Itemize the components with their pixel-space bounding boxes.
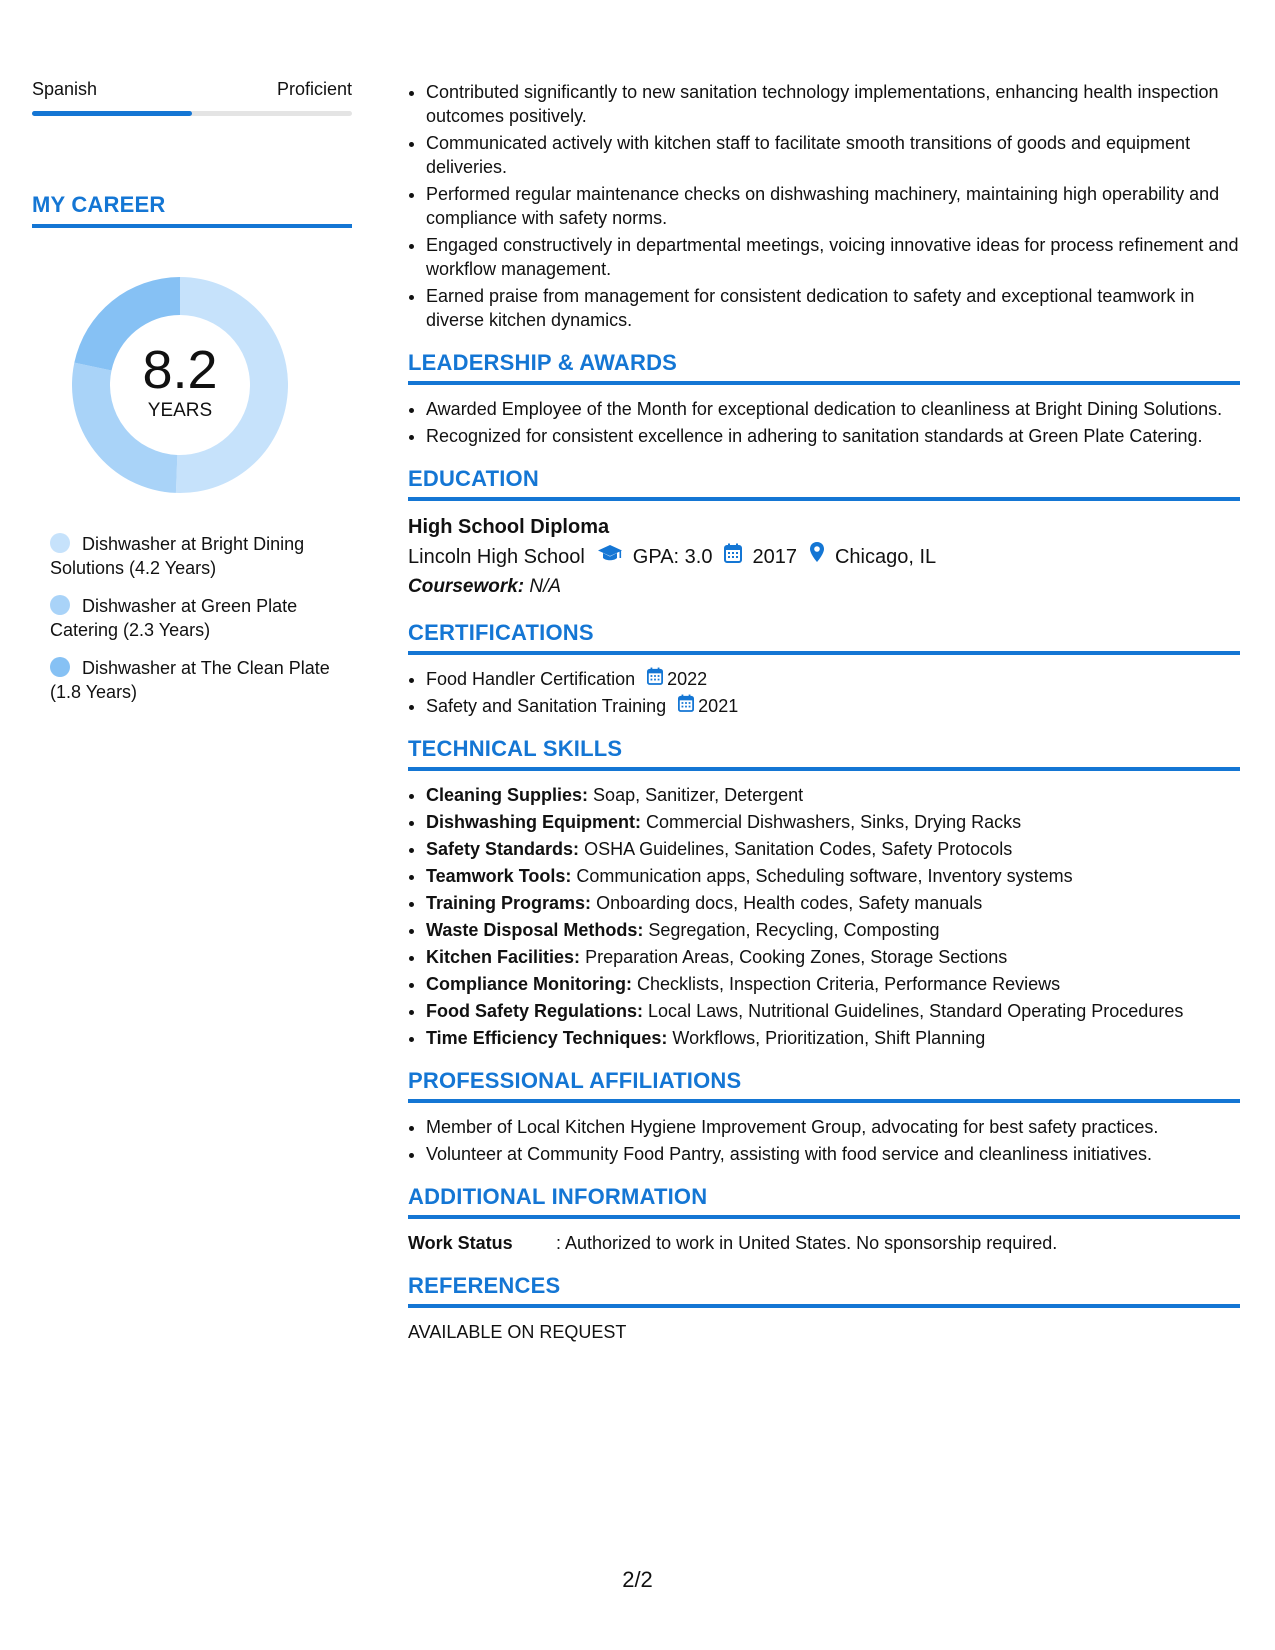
certification-year: 2021 [698,696,739,716]
affiliations-heading: PROFESSIONAL AFFILIATIONS [408,1068,1240,1103]
skill-label: Dishwashing Equipment: [426,812,642,832]
legend-item [50,594,330,642]
coursework-value: N/A [529,576,562,597]
skill-value: Onboarding docs, Health codes, Safety manuals [596,893,983,913]
graduation-year: 2017 [752,545,797,568]
experience-bullet: • Earned praise from management for consistent dedication to safety and exceptional teamwork in diverse kitchen dynamics. [426,284,1240,332]
career-heading: MY CAREER [32,192,352,228]
legend-label: Dishwasher at Bright Dining Solutions (4.2 Years) [50,534,305,578]
skill-value: Local Laws, Nutritional Guidelines, Standard Operating Procedures [648,1001,1184,1021]
skill-value: Communication apps, Scheduling software, Inventory systems [576,866,1073,886]
experience-bullet: • Contributed significantly to new sanitation technology implementations, enhancing health inspection outcomes positively. [426,80,1240,128]
skill-item [426,972,1240,996]
skills-heading: TECHNICAL SKILLS [408,736,1240,771]
language-level-bar-fill [32,111,192,116]
certification-item [426,694,1240,718]
legend-item [50,532,330,580]
skill-label: Safety Standards: [426,839,580,859]
skill-item [426,999,1240,1023]
total-years-unit: YEARS [147,400,213,421]
legend-swatch [50,533,70,553]
leadership-heading: LEADERSHIP & AWARDS [408,350,1240,385]
map-pin-icon [809,541,825,572]
skills-list [408,783,1240,1050]
certification-row [426,667,1240,691]
certification-row [426,694,1240,718]
school-location: Chicago, IL [834,545,937,568]
certification-item [426,667,1240,691]
legend-label: Dishwasher at The Clean Plate (1.8 Years) [50,658,330,702]
work-status-value: : Authorized to work in United States. No sponsorship required. [556,1233,1058,1253]
skill-value: Segregation, Recycling, Composting [648,920,940,940]
skill-item [426,945,1240,969]
degree-title: High School Diploma [408,516,610,538]
skill-value: Workflows, Prioritization, Shift Planning [672,1028,986,1048]
references-text: AVAILABLE ON REQUEST [408,1322,627,1342]
work-status-row [408,1231,1240,1255]
experience-bullet: • Performed regular maintenance checks on dishwashing machinery, maintaining high operability and compliance with safety norms. [426,182,1240,230]
legend-swatch [50,595,70,615]
language-level: Proficient [276,79,352,99]
references-heading: REFERENCES [408,1273,1240,1308]
language-name: Spanish [32,79,98,99]
skill-item [426,810,1240,834]
skill-value: Checklists, Inspection Criteria, Performance Reviews [637,974,1061,994]
legend-label: Dishwasher at Green Plate Catering (2.3 Years) [50,596,298,640]
coursework [408,572,1240,602]
affiliation-item: • Volunteer at Community Food Pantry, assisting with food service and cleanliness initiatives. [426,1142,1240,1166]
skill-item [426,837,1240,861]
experience-bullet: • Communicated actively with kitchen staff to facilitate smooth transitions of goods and equipment deliveries. [426,131,1240,179]
calendar-icon [647,667,663,691]
skill-label: Teamwork Tools: [426,866,572,886]
award-item: • Recognized for consistent excellence in adhering to sanitation standards at Green Plate Catering. [426,424,1240,448]
career-legend [32,532,352,704]
skill-item [426,1026,1240,1050]
leadership-list [408,397,1240,448]
affiliation-item: • Member of Local Kitchen Hygiene Improvement Group, advocating for best safety practices. [426,1115,1240,1139]
coursework-label: Coursework: [408,576,525,597]
total-years-value: 8.2 [142,340,218,400]
certification-year: 2022 [667,669,708,689]
calendar-icon [678,694,694,718]
left-column [32,78,352,718]
certification-name: • Food Handler Certification [426,669,636,689]
skill-label: Training Programs: [426,893,592,913]
skill-label: Compliance Monitoring: [426,974,632,994]
education-heading: EDUCATION [408,466,1240,501]
skill-label: Waste Disposal Methods: [426,920,644,940]
certification-name: • Safety and Sanitation Training [426,696,667,716]
graduation-cap-icon [597,542,623,572]
skill-label: Cleaning Supplies: [426,785,589,805]
legend-item [50,656,330,704]
legend-swatch [50,657,70,677]
right-column [408,80,1240,1344]
skill-item [426,918,1240,942]
skill-label: Time Efficiency Techniques: [426,1028,668,1048]
education-details [408,541,1240,572]
certifications-heading: CERTIFICATIONS [408,620,1240,655]
page-number: 2/2 [622,1567,653,1592]
additional-heading: ADDITIONAL INFORMATION [408,1184,1240,1219]
language-level-bar [32,111,352,116]
skill-value: Soap, Sanitizer, Detergent [593,785,804,805]
skill-item [426,864,1240,888]
school-name: Lincoln High School [408,545,585,568]
donut-center [65,270,295,500]
gpa: GPA: 3.0 [632,545,713,568]
skill-value: OSHA Guidelines, Sanitation Codes, Safety Protocols [584,839,1013,859]
career-donut-chart [65,270,295,500]
experience-bullets [408,80,1240,332]
skill-value: Commercial Dishwashers, Sinks, Drying Racks [646,812,1022,832]
calendar-icon [724,542,742,572]
affiliations-list [408,1115,1240,1166]
certifications-list [408,667,1240,718]
language-row [32,78,352,100]
work-status-label: Work Status [408,1233,513,1253]
skill-item [426,783,1240,807]
skill-label: Kitchen Facilities: [426,947,581,967]
skill-item [426,891,1240,915]
experience-bullet: • Engaged constructively in departmental meetings, voicing innovative ideas for process refinement and workflow management. [426,233,1240,281]
skill-label: Food Safety Regulations: [426,1001,644,1021]
award-item: • Awarded Employee of the Month for exceptional dedication to cleanliness at Bright Dining Solutions. [426,397,1240,421]
skill-value: Preparation Areas, Cooking Zones, Storage Sections [585,947,1008,967]
